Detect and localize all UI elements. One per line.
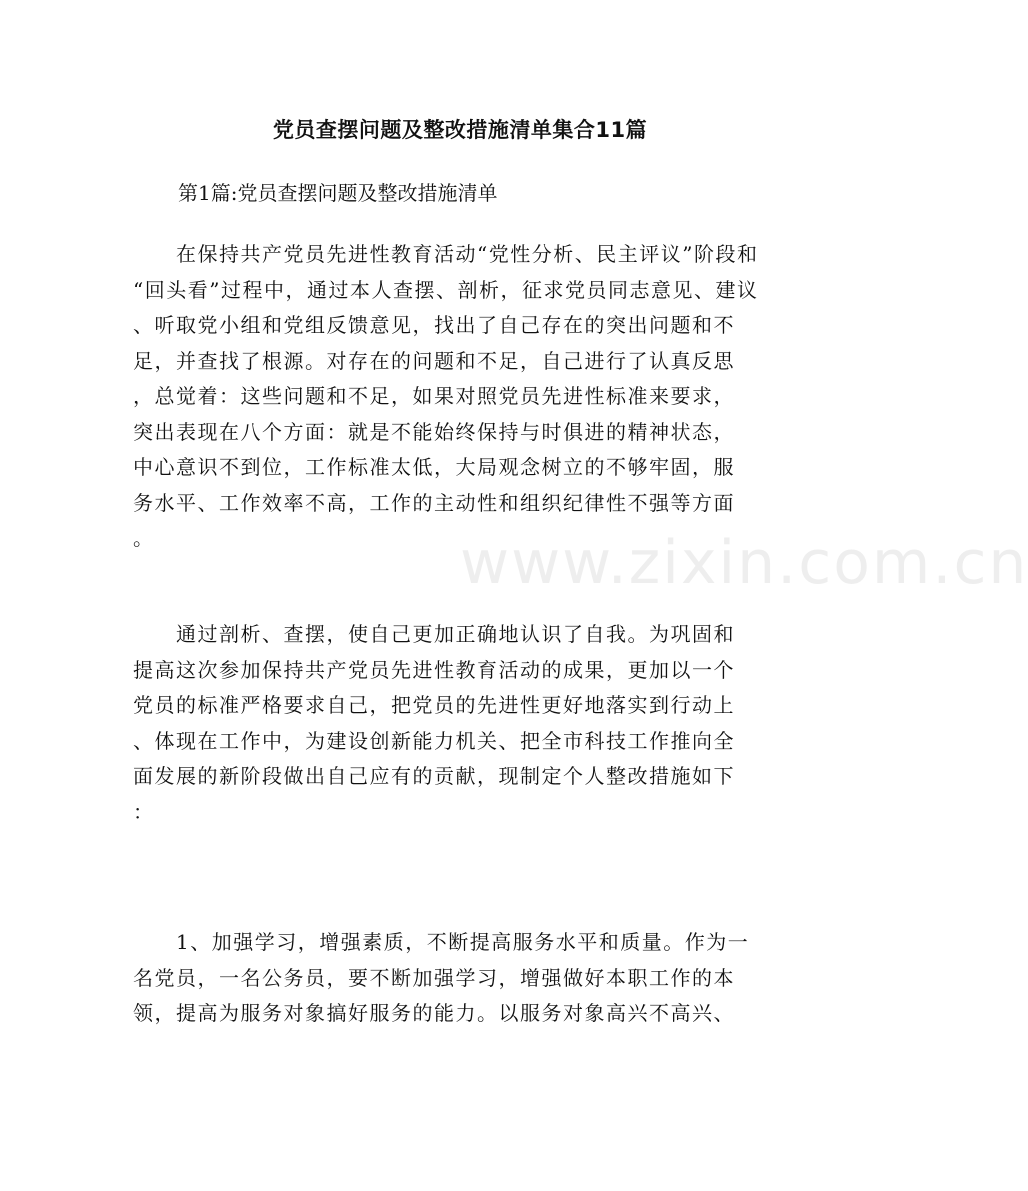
paragraph-line: 通过剖析、查摆，使自己更加正确地认识了自我。为巩固和 bbox=[133, 622, 735, 646]
paragraph-line: 足，并查找了根源。对存在的问题和不足，自己进行了认真反思 bbox=[133, 348, 735, 373]
paragraph-line: 名党员，一名公务员，要不断加强学习，增强做好本职工作的本 bbox=[133, 965, 735, 990]
paragraph-line: 务水平、工作效率不高，工作的主动性和组织纪律性不强等方面 bbox=[133, 490, 735, 515]
paragraph-line: 党员的标准严格要求自己，把党员的先进性更好地落实到行动上 bbox=[133, 693, 735, 717]
paragraph-line: 1、加强学习，增强素质，不断提高服务水平和质量。作为一 bbox=[133, 930, 750, 954]
paragraph-line: ，总觉着：这些问题和不足，如果对照党员先进性标准来要求， bbox=[133, 384, 735, 408]
watermark: www.zixin.com.cn bbox=[460, 528, 1028, 598]
paragraph-line: 、体现在工作中，为建设创新能力机关、把全市科技工作推向全 bbox=[133, 728, 735, 753]
paragraph-line: 提高这次参加保持共产党员先进性教育活动的成果，更加以一个 bbox=[133, 657, 735, 682]
paragraph-line: 。 bbox=[133, 526, 155, 550]
paragraph-line: 突出表现在八个方面：就是不能始终保持与时俱进的精神状态， bbox=[133, 419, 735, 444]
paragraph-line: 、听取党小组和党组反馈意见，找出了自己存在的突出问题和不 bbox=[133, 313, 735, 337]
paragraph-3 bbox=[133, 925, 793, 1032]
section-heading: 第1篇:党员查摆问题及整改措施清单 bbox=[178, 181, 498, 205]
paragraph-line: 领，提高为服务对象搞好服务的能力。以服务对象高兴不高兴、 bbox=[133, 1001, 735, 1025]
paragraph-line: “回头看”过程中，通过本人查摆、剖析，征求党员同志意见、建议 bbox=[133, 277, 759, 302]
paragraph-line: ： bbox=[133, 799, 155, 824]
paragraph-line: 面发展的新阶段做出自己应有的贡献，现制定个人整改措施如下 bbox=[133, 764, 735, 788]
paragraph-line: 中心意识不到位，工作标准太低，大局观念树立的不够牢固，服 bbox=[133, 455, 735, 479]
paragraph-line: 在保持共产党员先进性教育活动“党性分析、民主评议”阶段和 bbox=[133, 242, 759, 266]
paragraph-2 bbox=[133, 617, 793, 830]
paragraph-1 bbox=[133, 237, 793, 557]
document-title: 党员查摆问题及整改措施清单集合11篇 bbox=[272, 118, 648, 142]
